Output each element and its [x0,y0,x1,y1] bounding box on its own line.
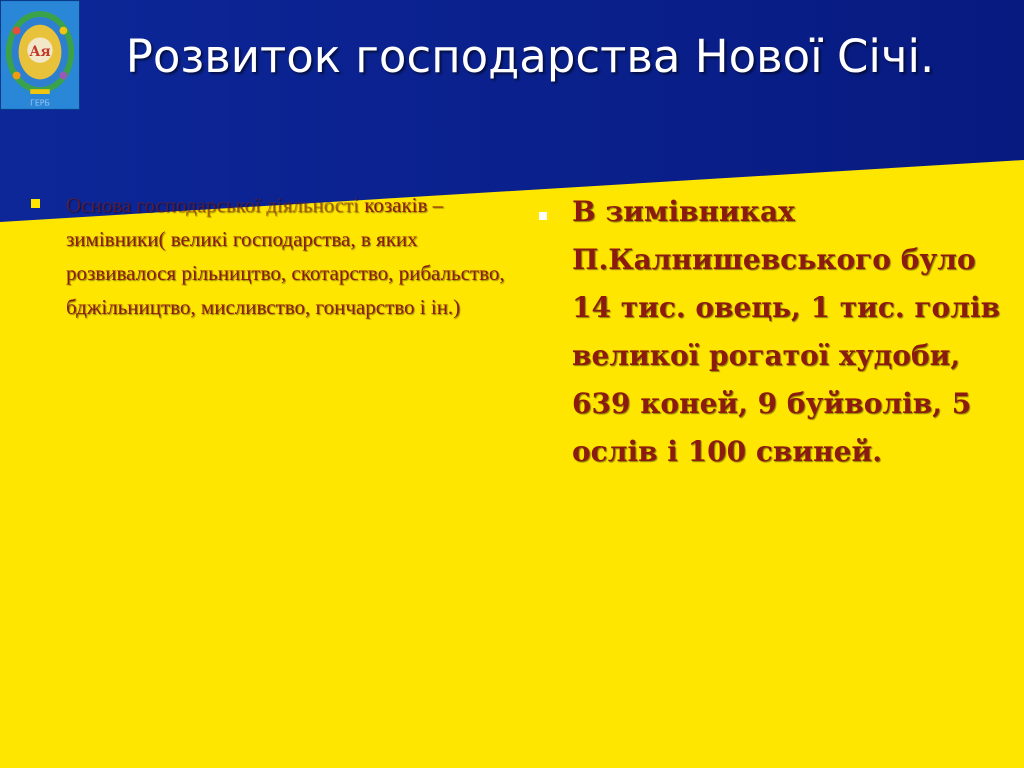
svg-text:Ая: Ая [29,43,51,60]
school-emblem-logo [0,0,80,110]
left-bullet-body: козаків – зимівники( великі господарства, в яких розвивалося рільництво, скотарство, рибальство, бджільництво, мисливство, гончарство і ін.) [66,193,505,319]
left-bullet-faded-lead: Основа господарської діяльності [66,193,359,217]
left-bullet-text [66,188,506,324]
svg-text:ГЕРБ: ГЕРБ [30,98,50,108]
right-bullet-text: В зимівниках П.Калнишевського було 14 тис. овець, 1 тис. голів великої рогатої худоби, 639 коней, 9 буйволів, 5 ослів і 100 свиней. [572,195,1001,468]
left-bullet-marker [31,199,40,208]
slide-title: Розвиток господарства Нової Січі. [125,30,935,83]
right-bullet-marker [539,212,547,220]
